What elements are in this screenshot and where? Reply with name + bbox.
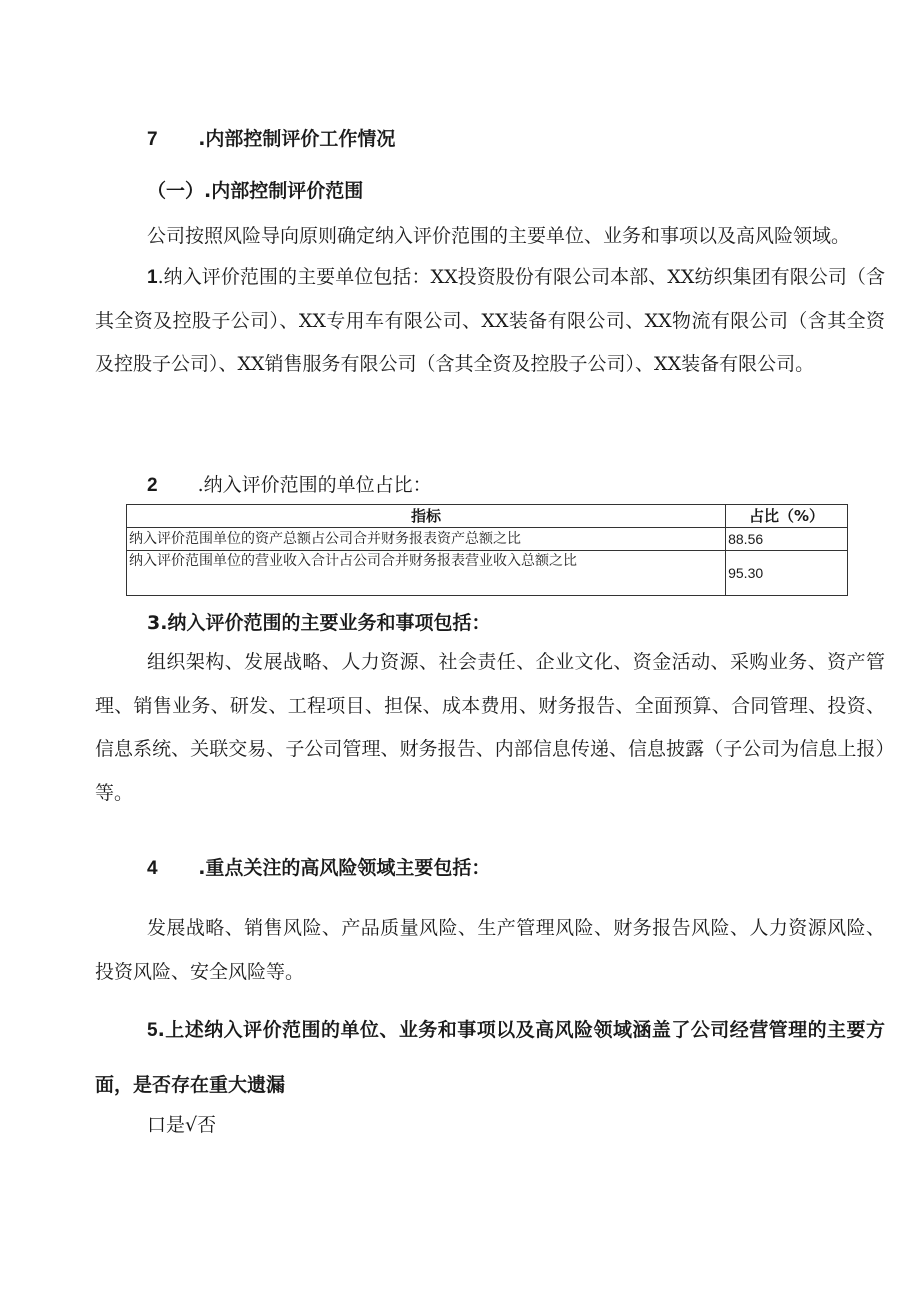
item2-number: 2 xyxy=(147,475,158,496)
item5-number: 5 xyxy=(147,1020,158,1041)
table-header-row xyxy=(127,505,848,528)
item2-line xyxy=(147,470,432,497)
item1-text: .纳入评价范围的主要单位包括：XX投资股份有限公司本部、XX纺织集团有限公司（含其全资及控股子公司）、XX专用车有限公司、XX装备有限公司、XX物流有限公司（含其全资及控股子公司）、XX销售服务有限公司（含其全资及控股子公司）、XX装备有限公司。 xyxy=(95,266,885,375)
item4-paragraph: 发展战略、销售风险、产品质量风险、生产管理风险、财务报告风险、人力资源风险、投资风险、安全风险等。 xyxy=(95,917,885,983)
table-cell-label: 纳入评价范围单位的营业收入合计占公司合并财务报表营业收入总额之比 xyxy=(127,551,726,596)
item4-number: 4 xyxy=(147,858,158,879)
table-header-indicator: 指标 xyxy=(127,505,726,528)
scope-ratio-table xyxy=(126,504,848,596)
subsection-heading: （一）.内部控制评价范围 xyxy=(147,180,364,202)
item3-heading: 3.纳入评价范围的主要业务和事项包括： xyxy=(147,612,491,634)
table-cell-value: 95.30 xyxy=(726,551,848,596)
table-header-ratio: 占比（%） xyxy=(726,505,848,528)
section-title: .内部控制评价工作情况 xyxy=(198,128,396,150)
table-cell-label: 纳入评价范围单位的资产总额占公司合并财务报表资产总额之比 xyxy=(127,528,726,551)
section-number: 7 xyxy=(147,129,158,150)
intro-paragraph: 公司按照风险导向原则确定纳入评价范围的主要单位、业务和事项以及高风险领域。 xyxy=(147,225,851,247)
item1-paragraph xyxy=(95,256,885,387)
item4-title: .重点关注的高风险领域主要包括： xyxy=(198,857,491,879)
item5-paragraph xyxy=(95,1003,885,1113)
table-row xyxy=(127,528,848,551)
item1-number: 1 xyxy=(147,267,158,288)
answer-checkbox-line: 口是√否 xyxy=(147,1114,217,1136)
section-heading xyxy=(147,124,395,151)
item5-text: .上述纳入评价范围的单位、业务和事项以及高风险领域涵盖了公司经营管理的主要方面，是否存在重大遗漏 xyxy=(95,1019,885,1096)
item2-text: .纳入评价范围的单位占比： xyxy=(197,474,432,496)
table-cell-value: 88.56 xyxy=(726,528,848,551)
table-row xyxy=(127,551,848,596)
item3-paragraph: 组织架构、发展战略、人力资源、社会责任、企业文化、资金活动、采购业务、资产管理、销售业务、研发、工程项目、担保、成本费用、财务报告、全面预算、合同管理、投资、信息系统、关联交易、子公司管理、财务报告、内部信息传递、信息披露（子公司为信息上报）等。 xyxy=(95,651,885,804)
item4-heading xyxy=(147,853,490,880)
